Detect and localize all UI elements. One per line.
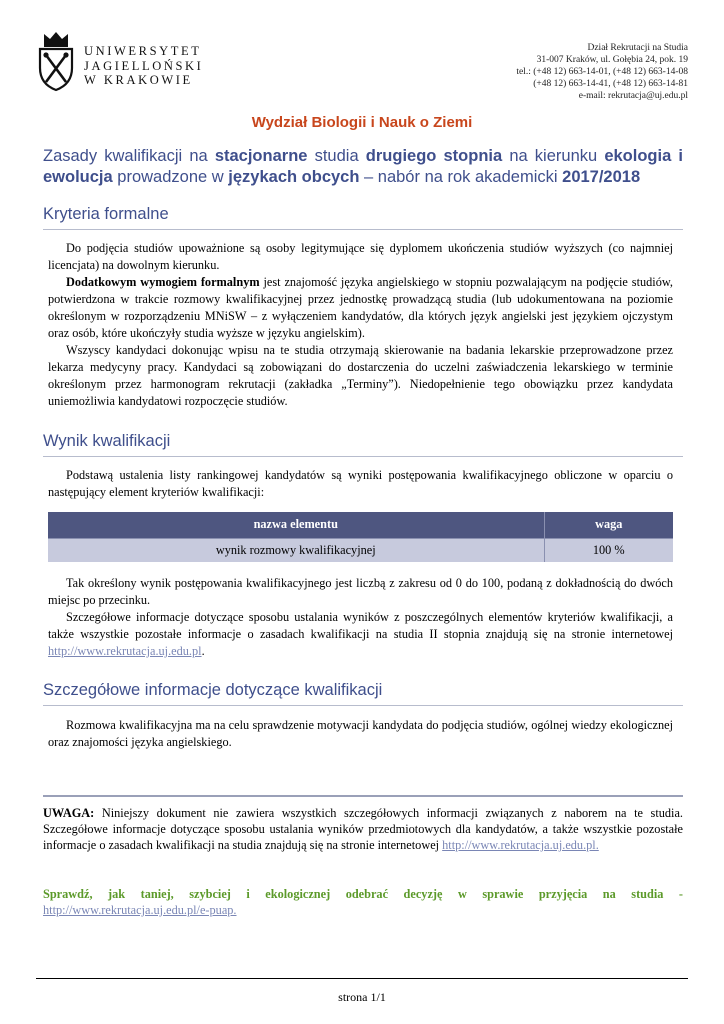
paragraph: Rozmowa kwalifikacyjna ma na celu sprawdzenie motywacji kandydata do podjęcia studiów, ogólnej wiedzy ekologicznej oraz znajomości języka angielskiego.: [48, 718, 673, 749]
notice-text: Niniejszy dokument nie zawiera wszystkich szczegółowych informacji związanych z naborem na te studia. Szczegółowe informacje dotyczące sposobu ustalania wyników przedmiotowych dla kandydatów, a także wszystkie pozostałe informacje o zasadach kwalifikacji na studia znajdują się na stronie internetowej: [43, 806, 683, 852]
paragraph: Do podjęcia studiów upoważnione są osoby legitymujące się dyplomem ukończenia studiów wyższych (co najmniej licencjata) na dowolnym kierunku.: [48, 241, 673, 272]
contact-line: 31-007 Kraków, ul. Gołębia 24, pok. 19: [536, 55, 688, 65]
column-header-weight: waga: [544, 512, 673, 538]
title-bold: drugiego stopnia: [365, 147, 503, 165]
table-row: [48, 538, 673, 562]
table-cell: wynik rozmowy kwalifikacyjnej: [48, 538, 544, 562]
title-bold: 2017/2018: [562, 168, 641, 186]
emphasis: Dodatkowym wymogiem formalnym: [66, 275, 260, 289]
divider: [43, 795, 683, 797]
details-text: [48, 717, 673, 751]
contact-line: tel.: (+48 12) 663-14-01, (+48 12) 663-14-08: [516, 67, 688, 77]
faculty-name: Wydział Biologii i Nauk o Ziemi: [251, 114, 473, 131]
contact-email: e-mail: rekrutacja@uj.edu.pl: [578, 91, 688, 101]
title-bold: językach obcych: [228, 168, 360, 186]
epuap-text: Sprawdź, jak taniej, szybciej i ekologicznej odebrać decyzję w sprawie przyjęcia na studia -: [43, 887, 683, 901]
footer-divider: [36, 978, 688, 979]
result-details: [48, 575, 673, 660]
criteria-table: [48, 512, 673, 562]
epuap-link[interactable]: http://www.rekrutacja.uj.edu.pl/e-puap.: [43, 903, 237, 917]
section-heading-result: Wynik kwalifikacji: [43, 432, 683, 457]
table-cell: 100 %: [544, 538, 673, 562]
logo-line: W KRAKOWIE: [84, 73, 193, 87]
notice-block: [43, 805, 683, 853]
paragraph: [48, 609, 673, 660]
page-number: strona 1/1: [338, 990, 386, 1004]
paragraph: Tak określony wynik postępowania kwalifikacyjnego jest liczbą z zakresu od 0 do 100, podaną z dokładnością do dwóch miejsc po przecinku.: [48, 576, 673, 607]
title-part: Zasady kwalifikacji na: [43, 147, 215, 165]
column-header-element: nazwa elementu: [48, 512, 544, 538]
title-part: – nabór na rok akademicki: [359, 168, 563, 186]
paragraph: [48, 274, 673, 342]
title-part: na kierunku: [502, 147, 605, 165]
result-intro: [48, 467, 673, 501]
logo-line: UNIWERSYTET: [84, 44, 202, 58]
title-bold: stacjonarne: [214, 147, 308, 165]
title-part: studia: [307, 147, 366, 165]
contact-line: (+48 12) 663-14-41, (+48 12) 663-14-81: [533, 79, 688, 89]
contact-block: [516, 42, 688, 102]
notice-link[interactable]: http://www.rekrutacja.uj.edu.pl.: [442, 838, 599, 852]
university-name: [84, 44, 203, 88]
rekrutacja-link[interactable]: http://www.rekrutacja.uj.edu.pl: [48, 644, 202, 658]
notice-label: UWAGA:: [43, 806, 95, 820]
text: jest znajomość języka angielskiego w stopniu pozwalającym na podjęcie studiów, potwierdzona w trakcie rozmowy kwalifikacyjnej przez jednostkę prowadzącą studia (lub udokumentowana na poziomie określonym w rozporządzeniu MNiSW – z wyłączeniem kandydatów, dla których język angielski jest językiem ojczystym oraz osób, które ukończyły studia wyższe w języku angielskim).: [48, 275, 673, 340]
paragraph: Podstawą ustalenia listy rankingowej kandydatów są wyniki postępowania kwalifikacyjnego obliczone w oparciu o następujący element kryteriów kwalifikacji:: [48, 468, 673, 499]
epuap-notice: [43, 886, 683, 918]
section-heading-details: Szczegółowe informacje dotyczące kwalifikacji: [43, 681, 683, 706]
logo-line: JAGIELLOŃSKI: [84, 58, 204, 73]
text: .: [201, 644, 205, 658]
text: Szczegółowe informacje dotyczące sposobu ustalania wyników z poszczególnych elementów kryteriów kwalifikacji, a także wszystkie pozostałe informacje o zasadach kwalifikacji na studia II stopnia znajdują się na stronie internetowej: [48, 610, 673, 641]
title-part: prowadzone w: [112, 168, 229, 186]
section-heading-formal: Kryteria formalne: [43, 205, 683, 230]
formal-section-text: [48, 240, 673, 410]
crest-icon: [36, 30, 76, 92]
contact-line: Dział Rekrutacji na Studia: [587, 43, 688, 53]
university-logo: [36, 30, 204, 92]
document-title: [43, 146, 683, 188]
title-bold: ekologia i ewolucja: [43, 147, 683, 186]
paragraph: Wszyscy kandydaci dokonując wpisu na te studia otrzymają skierowanie na badania lekarskie przeprowadzone przez lekarza medycyny pracy. Kandydaci są zobowiązani do dostarczenia do uczelni zaświadczenia lekarskiego w terminie określonym przez harmonogram rekrutacji (zakładka „Terminy”). Niedopełnienie tego obowiązku przez kandydata uniemożliwia kandydatowi rozpoczęcie studiów.: [48, 343, 673, 408]
table-header-row: [48, 512, 673, 538]
